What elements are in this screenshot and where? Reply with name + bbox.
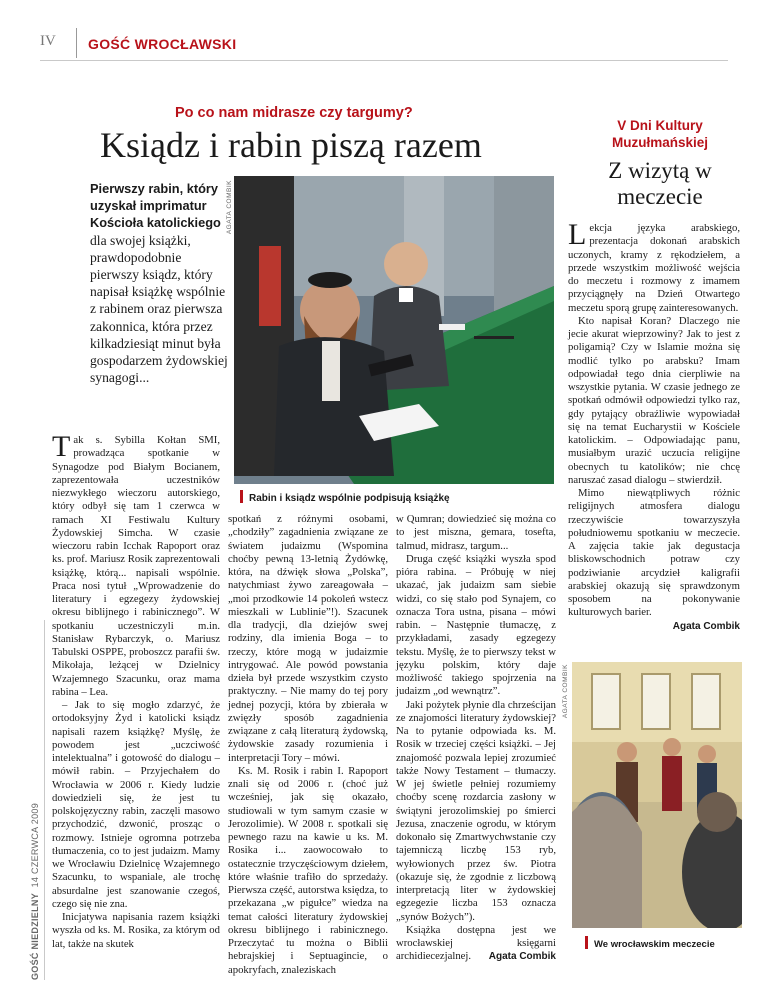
- col1-p1-text: ak s. Sybilla Kołtan SMI, prowadząca spotkanie w Synagodze pod Białym Bocianem, zaprezentowała uczestników niezwykłego wieczoru autorskiego, który odbył się tam 1 czerwca w ramach XI Festiwalu Kultury Żydowskiej Simcha. W czasie wieczoru rabin Icchak Rapoport oraz ks. prof. Mariusz Rosik zaprezentowali książkę, którą... napisali wspólnie. Praca nosi tytuł „Wprowadzenie do literatury i egzegezy żydowskiej okresu biblijnego i rabinicznego”. W spotkaniu uczestniczyli m.in. Stanisław Rybarczyk, o. Mariusz Tabulski OSPPE, proboszcz parafii św. Mikołaja, leżącej w Dzielnicy Wzajemnego Szacunku, oraz mama rabina – Lea.: [52, 434, 220, 698]
- paper-name: GOŚĆ WROCŁAWSKI: [88, 36, 237, 52]
- side-issue-label: [30, 803, 40, 980]
- col1-paragraph-2: – Jak to się mogło zdarzyć, że ortodoksyjny Żyd i katolicki ksiądz napisali razem książkę? Myślę, że powodem jest „uczciwość intelektualna” i gotowość do dialogu – mówił rabin. – Przyjechałem do Wrocławia w 2006 r. Kiedy ludzie dowiedzieli się, że jest tu polskojęzyczny rabin, zaczęli masowo przychodzić, dzwonić, prosząc o rozmowy. Istnieje ogromna potrzeba tłumaczenia, co to jest judaizm. Mamy we Wrocławiu Dzielnicę Wzajemnego Szacunku, to wspaniale, ale trochę absurdalne jest szanowanie czegoś, czego się nie zna.: [52, 699, 220, 910]
- main-column-1: [52, 430, 220, 951]
- col1-paragraph-1: [52, 430, 220, 699]
- main-photo-illustration: [234, 176, 554, 484]
- side-column: [568, 218, 740, 633]
- side-p1-text: ekcja języka arabskiego, prezentacja dokonań arabskich uczonych, kramy z rękodziełem, a przede wszystkim możliwość wejścia do meczetu i rozmowy z imamem przyciągnęły na Dzień Otwartego meczetu sporą grupę zainteresowanych.: [568, 222, 740, 314]
- side-paragraph-2: Kto napisał Koran? Dlaczego nie jecie akurat wieprzowiny? Jak to jest z poligamią? Czy w Islamie można się modlić tylko po arabsku? Imam odpowiadał tego dnia cierpliwie na wszystkie pytania. W czasie jednego ze spotkań odmówił odpowiedzi tylko raz, gdy pytający obraźliwie wypowiadał się na temat Eucharystii w Kościele katolickim. – Odpowiadając panu, musiałbym urazić uczucia religijne obecnych tu katolików; nie chcę naruszać zasad dialogu – stwierdził.: [568, 314, 740, 486]
- side-caption-text: We wrocławskim meczecie: [594, 939, 715, 950]
- col1-paragraph-3: Inicjatywa napisania razem książki wyszła od ks. M. Rosika, za którym od lat, także na skutek: [52, 911, 220, 950]
- page-number: IV: [40, 33, 56, 49]
- col1-dropcap: T: [52, 430, 71, 463]
- main-column-2: [228, 513, 388, 977]
- col2-paragraph-1: spotkań z różnymi osobami, „chodziły” zagadnienia związane ze światem judaizmu (Wspomina choćby pewną 13-letnią Żydówkę, która, na dźwięk słowa „Polska”, natychmiast żywo zareagowała – „moi przodkowie 14 pokoleń wstecz mieszkali w Lublinie”!). Szacunek dla tradycji, dla dziejów swej rodziny, dla imienia Boga – to rzeczy, które mogą w judaizmie intrygować. Ale powód powstania dzieła był przede wszystkim czysto praktyczny. – Nie mamy do tej pory jednej pozycji, która by zbierała w zwięzły sposób zagadnienia związane z całą literaturą żydowską, żydowskie zasady rozumienia i interpretacji Tory – mówi.: [228, 513, 388, 764]
- side-photo-caption: [585, 936, 715, 950]
- side-paragraph-3: Mimo niewątpliwych różnic religijnych atmosfera dialogu rzeczywiście towarzyszyła południowemu spotkaniu w meczecie. A zajęcia takie jak degustacja bliskowschodnich potraw czy podziwianie arcydzieł kaligrafii arabskiej okazują się sprawdzonym sposobem na pokonywanie kulturowych barier.: [568, 487, 740, 619]
- side-paragraph-1: [568, 218, 740, 315]
- main-caption-text: Rabin i ksiądz wspólnie podpisują książkę: [249, 493, 450, 504]
- side-dropcap: L: [568, 218, 587, 251]
- side-photo-credit: AGATA COMBIK: [562, 664, 569, 719]
- side-issue-date: 14 CZERWCA 2009: [30, 803, 40, 888]
- side-photo: [572, 662, 742, 928]
- main-photo: [234, 176, 554, 484]
- col3-paragraph-1: w Qumran; dowiedzieć się można co to jest miszna, gemara, tosefta, talmud, midrasz, targum...: [396, 513, 556, 552]
- main-kicker: Po co nam midrasze czy targumy?: [175, 105, 413, 121]
- col3-p4-text: Książka dostępna jest we wrocławskiej księgarni archidiecezjalnej.: [396, 923, 556, 963]
- side-author: Agata Combik: [672, 620, 740, 632]
- side-caption-marker: [585, 936, 588, 949]
- col3-paragraph-4: [396, 924, 556, 964]
- lead-rest: dla swojej książki, prawdopodobnie pierwszy ksiądz, który napisał książkę wspólnie z rabinem oraz pierwsza zakonnica, która przez kilkadziesiąt minut była gospodarzem żydowskiej synagogi...: [90, 232, 228, 386]
- main-lead: [90, 180, 230, 386]
- main-photo-caption: [240, 490, 450, 504]
- left-margin-rule: [44, 620, 45, 980]
- main-photo-credit: AGATA COMBIK: [226, 180, 233, 235]
- main-column-3: [396, 513, 556, 964]
- side-photo-illustration: [572, 662, 742, 928]
- header-divider: [76, 28, 77, 58]
- main-title: Ksiądz i rabin piszą razem: [100, 125, 482, 165]
- side-paper-name: GOŚĆ NIEDZIELNY: [30, 892, 40, 980]
- side-title: Z wizytą w meczecie: [608, 158, 712, 209]
- header-rule: [40, 60, 728, 61]
- col3-paragraph-2: Druga część książki wyszła spod pióra rabina. – Próbuję w niej ukazać, jak judaizm sam siebie widzi, co się stało pod Synajem, co oznacza Tora ustna, pisana – mówi rabin. – Następnie tłumaczę, z przykładami, zasady egzegezy tekstu. Myślę, że to pierwszy tekst w języku polskim, który daje możliwość takiego spojrzenia na judaizm „od wewnątrz”.: [396, 552, 556, 698]
- main-author: Agata Combik: [488, 951, 556, 963]
- caption-marker: [240, 490, 243, 503]
- col2-paragraph-2: Ks. M. Rosik i rabin I. Rapoport znali się od 2006 r. (choć już wcześniej, jak się okazało, studiowali w tym samym czasie w Jerozolimie). W 2008 r. spotkali się pewnego razu na kawie u ks. M. Rosika i... zaowocowało to ostatecznie trzyczęściowym dziełem, które właśnie trafiło do sprzedaży. Pierwsza część, autorstwa księdza, to przekazana „w pigułce” wiedza na temat całości literatury żydowskiej okresu biblijnego i rabinicznego. Przeczytać tu można o Biblii hebrajskiej i Septuagincie, o apokryfach, znaleziskach: [228, 764, 388, 976]
- lead-bold: Pierwszy rabin, który uzyskał imprimatur Kościoła katolickiego: [90, 181, 221, 231]
- col3-paragraph-3: Jaki pożytek płynie dla chrześcijan ze znajomości literatury żydowskiej? Na to pytanie odpowiada ks. M. Rosik w trzeciej części książki. – Jej znajomość pozwala lepiej zrozumieć także Nowy Testament – tłumaczy. W jej świetle pełniej rozumiemy choćby scenę rozdarcia zasłony w świątyni jerozolimskiej po śmierci Jezusa, znaczenie ogrodu, w którym dokonało się Zmartwychwstanie czy tajemniczą liczbę 153 ryb, wyłowionych przez św. Piotra (okazuje się, że zgodnie z liczbową interpretacją liter w żydowskiej egzegezie liczba 153 oznacza „synów Bożych”).: [396, 698, 556, 923]
- side-kicker: V Dni Kultury Muzułmańskiej: [611, 118, 709, 150]
